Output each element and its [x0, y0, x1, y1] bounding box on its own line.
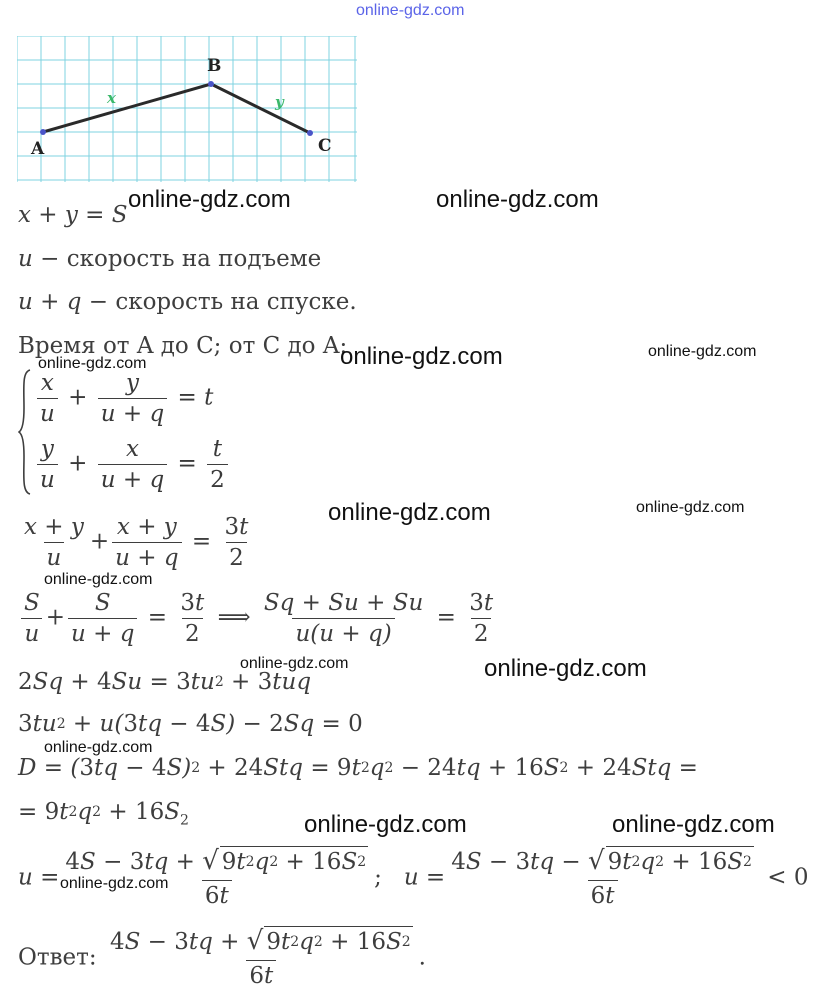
equation-quadratic: $3tu^2 + u(3tq - 4S) - 2Sq = 0$: [18, 711, 363, 737]
watermark: online-gdz.com: [340, 343, 503, 370]
equation-added: $\frac{x + y}{u}$ + $\frac{x + y}{u + q}$ = $\frac{3t}{2}$: [24, 514, 249, 571]
var-u: u: [18, 246, 33, 272]
line-time-text: Время от A до C; от C до A:: [18, 333, 348, 359]
equation-sum: x + y = S: [18, 202, 128, 228]
watermark-top: online-gdz.com: [356, 2, 465, 19]
watermark: online-gdz.com: [436, 186, 599, 213]
path-diagram: [17, 36, 357, 182]
label-b: B: [207, 56, 222, 76]
watermark: online-gdz.com: [328, 499, 491, 526]
watermark: online-gdz.com: [648, 343, 757, 360]
point-b: [208, 81, 214, 87]
equation-expanded: $2Sq + 4Su = 3tu^2 + 3tuq$: [18, 669, 312, 695]
watermark: online-gdz.com: [484, 655, 647, 682]
watermark: online-gdz.com: [38, 355, 147, 372]
label-y: y: [275, 93, 284, 111]
speed-down-text: − скорость на спуске.: [81, 289, 357, 315]
var-u-plus-q: u + q: [18, 289, 82, 315]
equation-roots: u = $\frac{4S - 3tq + √ 9t^2q^2 + 16S^2}{6t}$ ; u = $\frac{4S - 3tq - √ 9t^2q^2 + 16S^2}{6t}$ < 0: [18, 846, 809, 909]
label-a: A: [31, 139, 45, 159]
system-eq2: $\frac{y}{u}$ + $\frac{x}{u + q}$ = $\frac{t}{2}$: [34, 434, 231, 495]
point-c: [307, 130, 313, 136]
watermark: online-gdz.com: [240, 655, 349, 672]
watermark: online-gdz.com: [128, 186, 291, 213]
equation-discriminant-result: = $9t^2q^2 + 16S_2$: [18, 799, 189, 829]
speed-up-text: − скорость на подъеме: [32, 246, 322, 272]
system-eq1: $\frac{x}{u}$ + $\frac{y}{u + q}$ = t: [34, 368, 213, 429]
answer-line: Ответ: $\frac{4S - 3tq + √ 9t^2q^2 + 16S^2}{6t}$ .: [18, 926, 426, 989]
line-speed-up: [18, 246, 321, 272]
label-x: x: [107, 89, 116, 107]
watermark: online-gdz.com: [612, 811, 775, 838]
point-a: [40, 129, 46, 135]
watermark: online-gdz.com: [44, 739, 153, 756]
watermark: online-gdz.com: [636, 499, 745, 516]
watermark: online-gdz.com: [60, 875, 169, 892]
watermark: online-gdz.com: [44, 571, 153, 588]
equation-substituted: $\frac{S}{u}$ + $\frac{S}{u + q}$ = $\frac{3t}{2}$ ⟹ $\frac{Sq + Su + Su}{u(u + q)}$ = $\frac{3t}{2}$: [18, 588, 499, 649]
watermark: online-gdz.com: [304, 811, 467, 838]
answer-label: Ответ:: [18, 944, 97, 971]
label-c: C: [318, 136, 332, 156]
brace-icon: [18, 368, 32, 496]
equation-discriminant: $D = (3tq - 4S)^2 + 24Stq = 9t^2q^2 - 24tq + 16S^2 + 24Stq$ =: [18, 755, 698, 781]
line-speed-down: [18, 289, 357, 315]
